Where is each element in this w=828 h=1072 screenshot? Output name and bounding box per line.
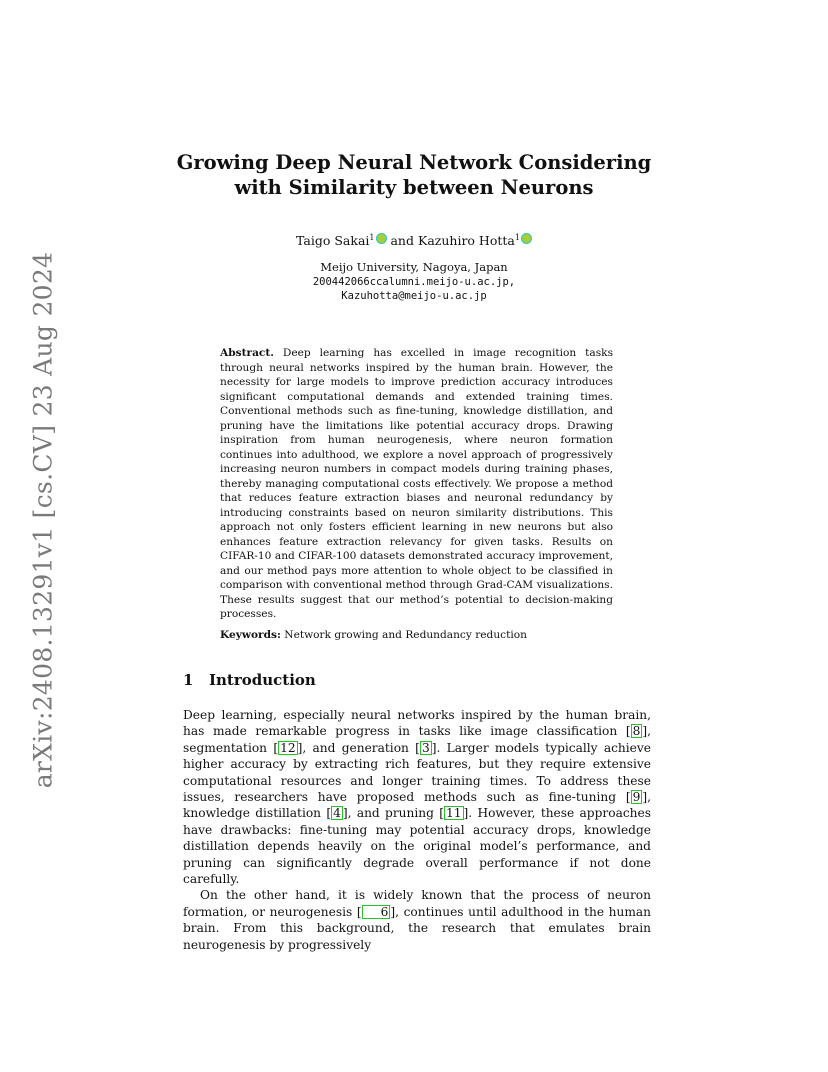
citation-link[interactable]: 11 <box>445 806 462 821</box>
orcid-icon[interactable] <box>521 233 532 244</box>
affiliation-mark: 1 <box>369 233 375 242</box>
citation-link[interactable]: 4 <box>333 806 341 821</box>
orcid-icon[interactable] <box>376 233 387 244</box>
text-run: , and pruning <box>347 806 440 821</box>
introduction-body <box>183 707 651 953</box>
section-heading <box>183 670 316 690</box>
affiliation: Meijo University, Nagoya, Japan <box>320 260 508 274</box>
author-email: Kazuhotta@meijo-u.ac.jp <box>341 290 487 302</box>
text-run: , continues until adulthood in the human brain. From this background, the research that emulates brain neurogenesis by progressively <box>183 904 651 952</box>
text-run: Deep learning, especially neural networks inspired by the human brain, has made remarkable progress in tasks like image classification <box>183 708 651 739</box>
author-list <box>150 229 678 250</box>
text-run: . Larger models typically achieve higher accuracy by extracting rich features, but they require extensive computational resources and longer training times. To address these issues, researchers have proposed methods such as fine-tuning <box>183 740 651 805</box>
text-run: , segmentation <box>183 724 651 755</box>
author-conjunction: and <box>390 233 414 249</box>
citation-link[interactable]: 8 <box>632 724 641 739</box>
abstract <box>220 346 613 622</box>
citation-link[interactable]: 6 <box>362 905 391 919</box>
paper-title: Growing Deep Neural Network Considering with Similarity between Neurons <box>176 151 652 199</box>
abstract-label: Abstract. <box>220 347 274 359</box>
author-email: 200442066ccalumni.meijo-u.ac.jp, <box>312 275 516 288</box>
keywords-text: Network growing and Redundancy reduction <box>284 629 527 641</box>
text-run: , and generation <box>302 740 416 755</box>
citation-link[interactable]: 12 <box>280 740 296 755</box>
abstract-text: Deep learning has excelled in image recognition tasks through neural networks inspired by the human brain. However, the necessity for large models to improve prediction accuracy introduces significant computational demands and extended training times. Conventional methods such as fine-tuning, knowledge distillation, and pruning have the limitations like potential accuracy drops. Drawing inspiration from human neurogenesis, where neuron formation continues into adulthood, we explore a novel approach of progressively increasing neuron numbers in compact models during training phases, thereby managing computational costs effectively. We propose a method that reduces feature extraction biases and neuronal redundancy by introducing constraints based on neuron similarity distributions. This approach not only fosters efficient learning in new neurons but also enhances feature extraction relevancy for given tasks. Results on CIFAR-10 and CIFAR-100 datasets demonstrated accuracy improvement, and our method pays more attention to whole object to be classified in comparison with conventional method through Grad-CAM visualizations. These results suggest that our method’s potential to decision-making processes. <box>220 347 613 620</box>
keywords-label: Keywords: <box>220 629 281 641</box>
arxiv-sidebar <box>18 251 68 789</box>
author-name: Kazuhiro Hotta <box>417 233 515 249</box>
arxiv-identifier: arXiv:2408.13291v1 [cs.CV] 23 Aug 2024 <box>28 251 58 789</box>
author-name: Taigo Sakai <box>296 233 370 249</box>
text-run: On the other hand, it is widely known that the process of neuron formation, or neurogenesis <box>183 888 651 919</box>
section-number: 1 <box>183 671 194 689</box>
text-run: . However, these approaches have drawbacks: fine-tuning may potential accuracy drops, knowledge distillation depends heavily on the original model’s performance, and pruning can significantly degrade overall performance if not done carefully. <box>183 806 651 887</box>
text-run: , knowledge distillation <box>183 790 651 821</box>
keywords <box>220 628 613 643</box>
citation-link[interactable]: 9 <box>632 790 641 805</box>
affiliation-mark: 1 <box>514 233 520 242</box>
citation-link[interactable]: 3 <box>421 740 430 755</box>
paragraph: On the other hand, it is widely known that the process of neuron formation, or neurogenesis [ 6 ], continues until adulthood in the human brain. From this background, the research that emulates brain neurogenesis by progressively <box>183 888 651 952</box>
section-title: Introduction <box>209 671 316 689</box>
affiliation-block <box>150 260 678 304</box>
paragraph: Deep learning, especially neural networks inspired by the human brain, has made remarkable progress in tasks like image classification [ 8 ], segmentation [ 12 ], and generation [ 3 ]. Larger models typically achieve higher accuracy by extracting rich features, but they require extensive computational resources and longer training times. To address these issues, researchers have proposed methods such as fine-tuning [ 9 ], knowledge distillation [ 4 ], and pruning [ 11 ]. However, these approaches have drawbacks: fine-tuning may potential accuracy drops, knowledge distillation depends heavily on the original model’s performance, and pruning can significantly degrade overall performance if not done carefully. <box>183 708 651 887</box>
